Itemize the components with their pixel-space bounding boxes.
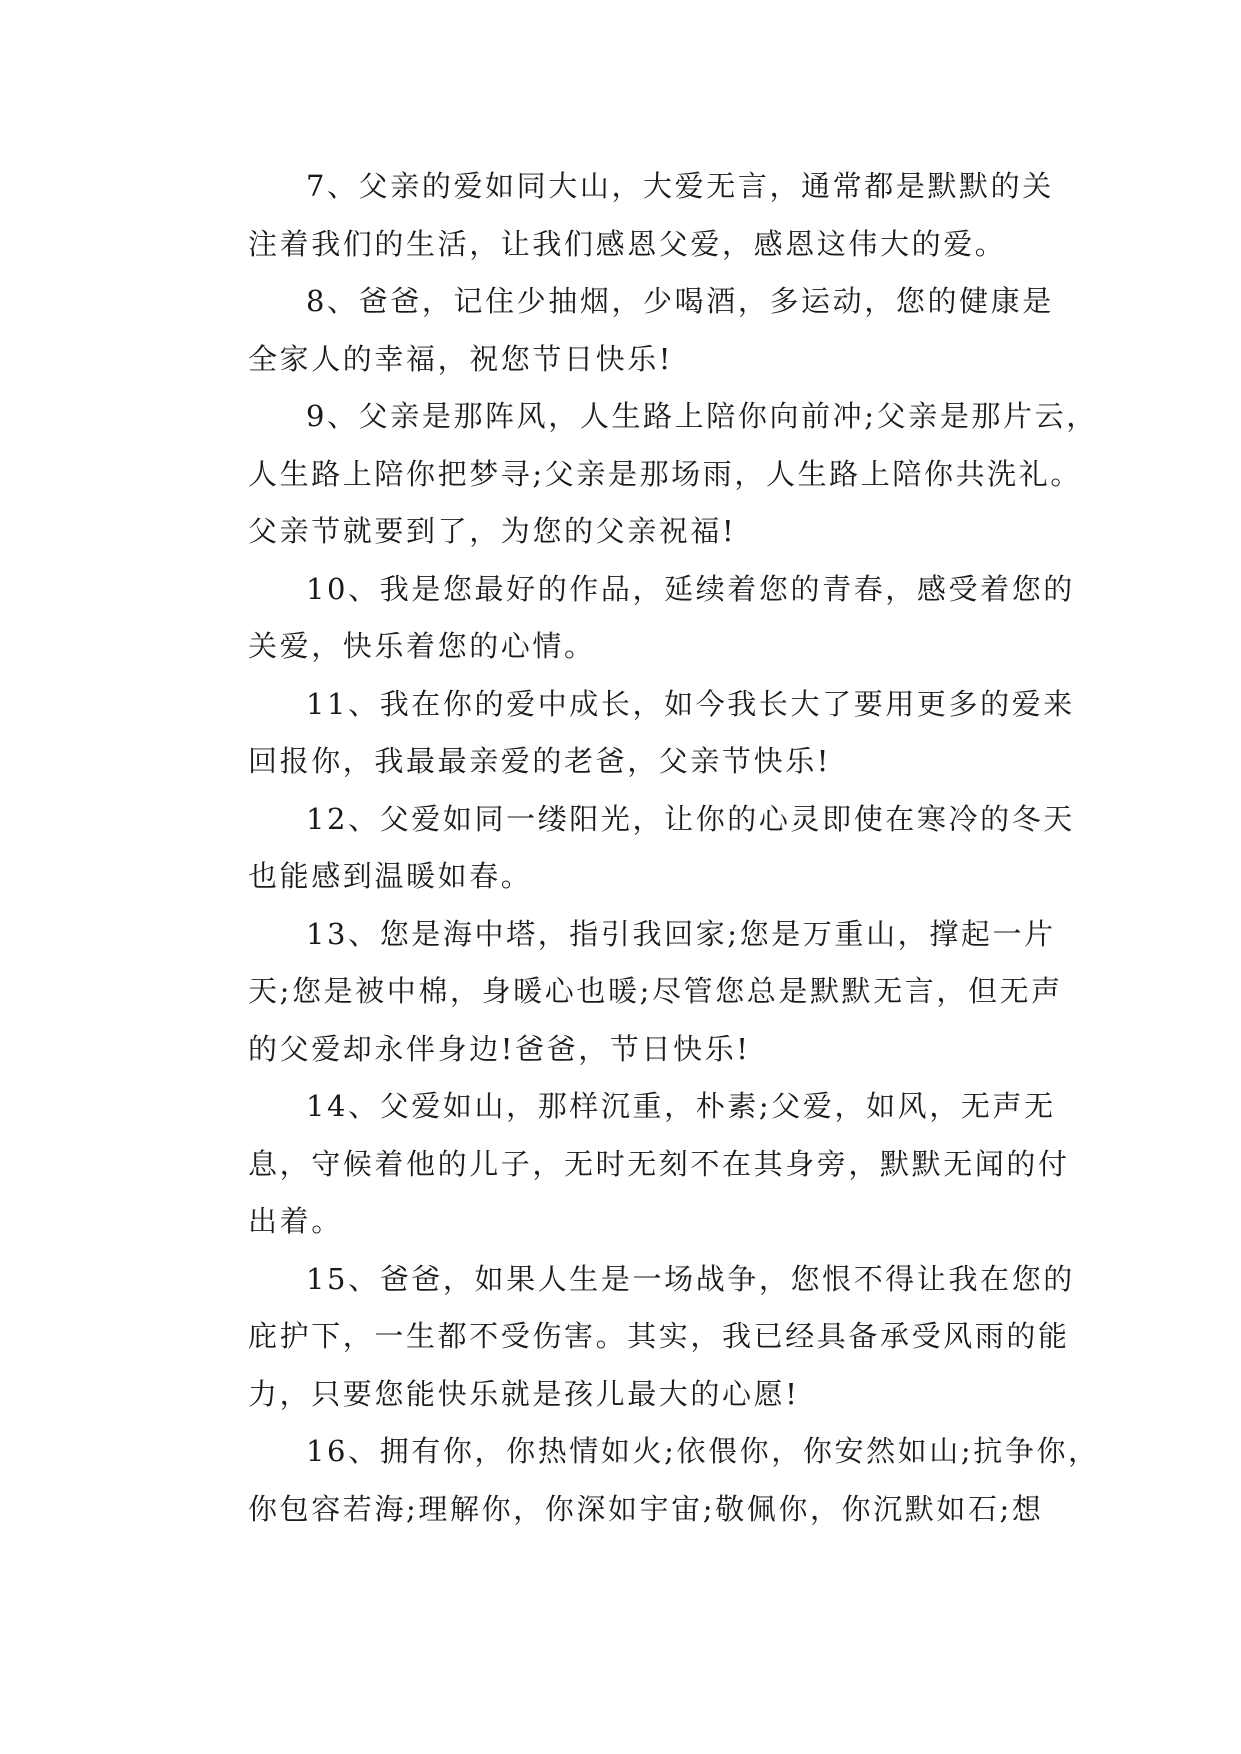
paragraph-line: 16、拥有你，你热情如火;依偎你，你安然如山;抗争你，	[306, 1434, 1100, 1468]
document-page	[190, 158, 1100, 1538]
paragraph-line: 注着我们的生活，让我们感恩父爱，感恩这伟大的爱。	[248, 226, 1007, 261]
paragraph-14	[190, 1078, 1070, 1251]
paragraph-line: 12、父爱如同一缕阳光，让你的心灵即使在寒冷的冬天	[306, 801, 1075, 836]
paragraph-line: 息，守候着他的儿子，无时无刻不在其身旁，默默无闻的付	[248, 1146, 1070, 1181]
paragraph-line: 11、我在你的爱中成长，如今我长大了要用更多的爱来	[306, 686, 1075, 721]
paragraph-line: 14、父爱如山，那样沉重，朴素;父爱，如风，无声无	[306, 1089, 1056, 1123]
paragraph-7	[190, 158, 1054, 273]
paragraph-8	[190, 273, 1054, 388]
paragraph-line: 你包容若海;理解你，你深如宇宙;敬佩你，你沉默如石;想	[248, 1491, 1044, 1526]
paragraph-9	[190, 388, 1098, 561]
paragraph-line: 力，只要您能快乐就是孩儿最大的心愿!	[248, 1376, 800, 1411]
paragraph-line: 8、爸爸，记住少抽烟，少喝酒，多运动，您的健康是	[306, 284, 1054, 318]
paragraph-line: 出着。	[248, 1204, 343, 1238]
paragraph-line: 的父爱却永伴身边!爸爸，节日快乐!	[248, 1031, 751, 1066]
paragraph-11	[190, 676, 1075, 791]
paragraph-line: 10、我是您最好的作品，延续着您的青春，感受着您的	[306, 571, 1075, 606]
paragraph-line: 15、爸爸，如果人生是一场战争，您恨不得让我在您的	[306, 1261, 1075, 1296]
paragraph-line: 关爱，快乐着您的心情。	[248, 629, 596, 663]
paragraph-line: 7、父亲的爱如同大山，大爱无言，通常都是默默的关	[306, 169, 1054, 203]
paragraph-16	[190, 1423, 1100, 1538]
paragraph-line: 天;您是被中棉，身暖心也暖;尽管您总是默默无言，但无声	[248, 974, 1063, 1008]
paragraph-line: 庇护下，一生都不受伤害。其实，我已经具备承受风雨的能	[248, 1319, 1070, 1353]
paragraph-line: 13、您是海中塔，指引我回家;您是万重山，撑起一片	[306, 916, 1056, 951]
paragraph-12	[190, 791, 1075, 906]
paragraph-line: 回报你，我最最亲爱的老爸，父亲节快乐!	[248, 744, 832, 778]
paragraph-line: 父亲节就要到了，为您的父亲祝福!	[248, 514, 737, 548]
paragraph-line: 人生路上陪你把梦寻;父亲是那场雨，人生路上陪你共洗礼。	[248, 456, 1082, 491]
paragraph-15	[190, 1251, 1075, 1424]
paragraph-line: 全家人的幸福，祝您节日快乐!	[248, 341, 674, 376]
paragraph-line: 也能感到温暖如春。	[248, 859, 533, 893]
paragraph-line: 9、父亲是那阵风，人生路上陪你向前冲;父亲是那片云，	[306, 399, 1098, 433]
paragraph-10	[190, 561, 1075, 676]
paragraph-13	[190, 906, 1063, 1079]
